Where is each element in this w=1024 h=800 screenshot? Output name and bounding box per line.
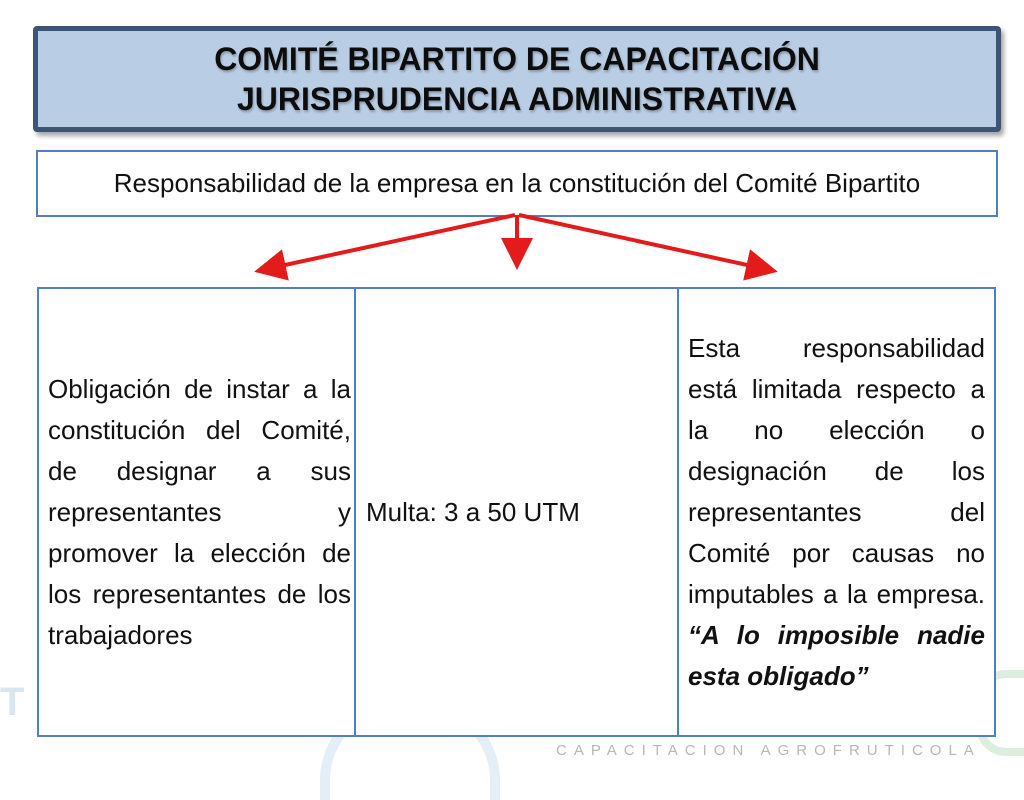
title-line-1: COMITÉ BIPARTITO DE CAPACITACIÓN bbox=[214, 41, 820, 77]
watermark-logo-left: T bbox=[0, 680, 29, 724]
subtitle-text: Responsabilidad de la empresa en la constitución del Comité Bipartito bbox=[113, 168, 921, 198]
cell-limitation bbox=[677, 289, 994, 735]
title-line-2: JURISPRUDENCIA ADMINISTRATIVA bbox=[236, 81, 797, 117]
cell-limitation-body bbox=[688, 328, 985, 697]
cell-obligation-text: Obligación de instar a la constitución del Comité, de designar a sus representantes y promover la elección de los representantes de los trabajadores bbox=[48, 373, 351, 650]
arrow-right bbox=[519, 215, 770, 270]
arrow-left bbox=[262, 215, 515, 270]
watermark-text: CAPACITACION AGROFRUTICOLA bbox=[556, 742, 981, 759]
info-table bbox=[37, 287, 996, 737]
cell-fine-text: Multa: 3 a 50 UTM bbox=[366, 496, 580, 527]
cell-limitation-text: Esta responsabilidad está limitada respecto a la no elección o designación de los representantes del Comité por causas no imputables a la empresa. bbox=[688, 332, 985, 609]
cell-obligation bbox=[39, 289, 354, 735]
cell-limitation-quote: “A lo imposible nadie esta obligado” bbox=[688, 619, 985, 691]
cell-fine bbox=[354, 289, 677, 735]
